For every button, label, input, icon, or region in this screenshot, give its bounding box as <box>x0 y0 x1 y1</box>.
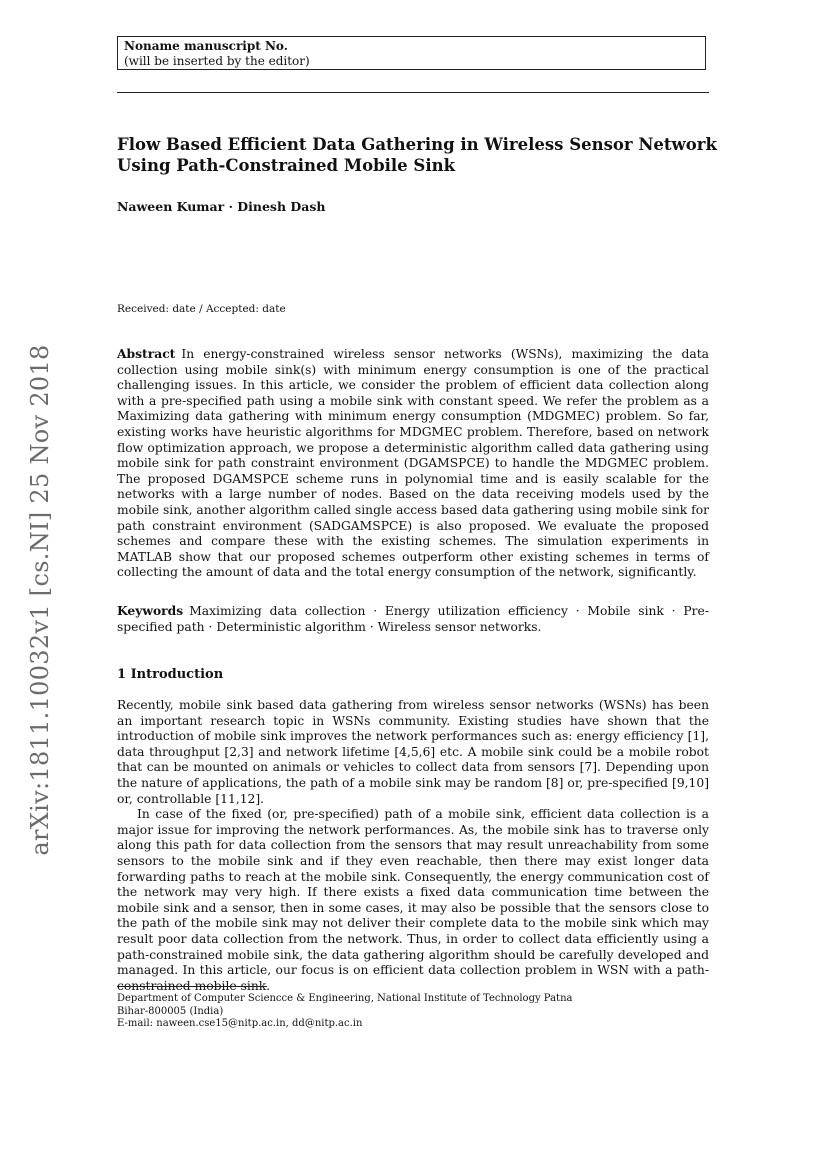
keywords-label: Keywords <box>117 603 184 618</box>
header-rule <box>117 92 709 93</box>
address-line: Bihar-800005 (India) <box>117 1005 224 1017</box>
editor-box <box>117 36 706 70</box>
introduction-body <box>117 698 709 994</box>
author-affiliation-footnote <box>117 993 717 1031</box>
section-heading-introduction: 1 Introduction <box>117 667 224 682</box>
email-line: E-mail: naween.cse15@nitp.ac.in, dd@nitp.ac.in <box>117 1018 363 1029</box>
keywords-text: Maximizing data collection · Energy utilization efficiency · Mobile sink · Pre-specified path · Deterministic algorithm · Wireless sensor networks. <box>117 604 709 634</box>
abstract-text: In energy-constrained wireless sensor networks (WSNs), maximizing the data collection using mobile sink(s) with minimum energy consumption is one of the practical challenging issues. In this article, we consider the problem of efficient data collection along with a pre-specified path using a mobile sink with constant speed. We refer the problem as a Maximizing data gathering with minimum energy consumption (MDGMEC) problem. So far, existing works have heuristic algorithms for MDGMEC problem. Therefore, based on network flow optimization approach, we propose a deterministic algorithm called data gathering using mobile sink for path constraint environment (DGAMSPCE) to handle the MDGMEC problem. The proposed DGAMSPCE scheme runs in polynomial time and is easily scalable for the networks with a large number of nodes. Based on the data receiving models used by the mobile sink, another algorithm called single access based data gathering using mobile sink for path constraint environment (SADGAMSPCE) is also proposed. We evaluate the proposed schemes and compare these with the existing schemes. The simulation experiments in MATLAB show that our proposed schemes outperform other existing schemes in terms of collecting the amount of data and the total energy consumption of the network, significantly. <box>117 347 710 580</box>
author-list: Naween Kumar · Dinesh Dash <box>117 199 326 214</box>
editor-note: (will be inserted by the editor) <box>124 54 310 68</box>
abstract-label: Abstract <box>117 346 176 361</box>
introduction-paragraph-1: Recently, mobile sink based data gathering from wireless sensor networks (WSNs) has been an important research topic in WSNs community. Existing studies have shown that the introduction of mobile sink improves the network performances such as: energy efficiency [1], data throughput [2,3] and network lifetime [4,5,6] etc. A mobile sink could be a mobile robot that can be mounted on animals or vehicles to collect data from sensors [7]. Depending upon the nature of applications, the path of a mobile sink may be random [8] or, pre-specified [9,10] or, controllable [11,12]. <box>117 698 709 806</box>
introduction-paragraph-2: In case of the fixed (or, pre-specified) path of a mobile sink, efficient data collection is a major issue for improving the network performances. As, the mobile sink has to traverse only along this path for data collection from the sensors that may result unreachability from some sensors to the mobile sink and if they even reachable, then there may exist longer data forwarding paths to reach at the mobile sink. Consequently, the energy communication cost of the network may very high. If there exists a fixed data communication time between the mobile sink and a sensor, then in some cases, it may also be possible that the sensors close to the path of the mobile sink may not deliver their complete data to the mobile sink which may result poor data collection from the network. Thus, in order to collect data efficiently using a path-constrained mobile sink, the data gathering algorithm should be carefully developed and managed. In this article, our focus is on efficient data collection problem in WSN with a path-constrained mobile sink. <box>117 807 709 993</box>
affiliation-line: Department of Computer Sciencce & Engineering, National Institute of Technology Patna <box>117 993 573 1004</box>
abstract <box>117 346 709 581</box>
footnote-rule <box>117 986 267 987</box>
arxiv-side-stamp: arXiv:1811.10032v1 [cs.NI] 25 Nov 2018 <box>26 344 54 856</box>
paper-title: Flow Based Efficient Data Gathering in Wireless Sensor Network Using Path-Constrained Mobile Sink <box>117 135 717 175</box>
keywords <box>117 603 709 635</box>
manuscript-number-label: Noname manuscript No. <box>124 39 288 53</box>
received-date: Received: date / Accepted: date <box>117 303 286 315</box>
